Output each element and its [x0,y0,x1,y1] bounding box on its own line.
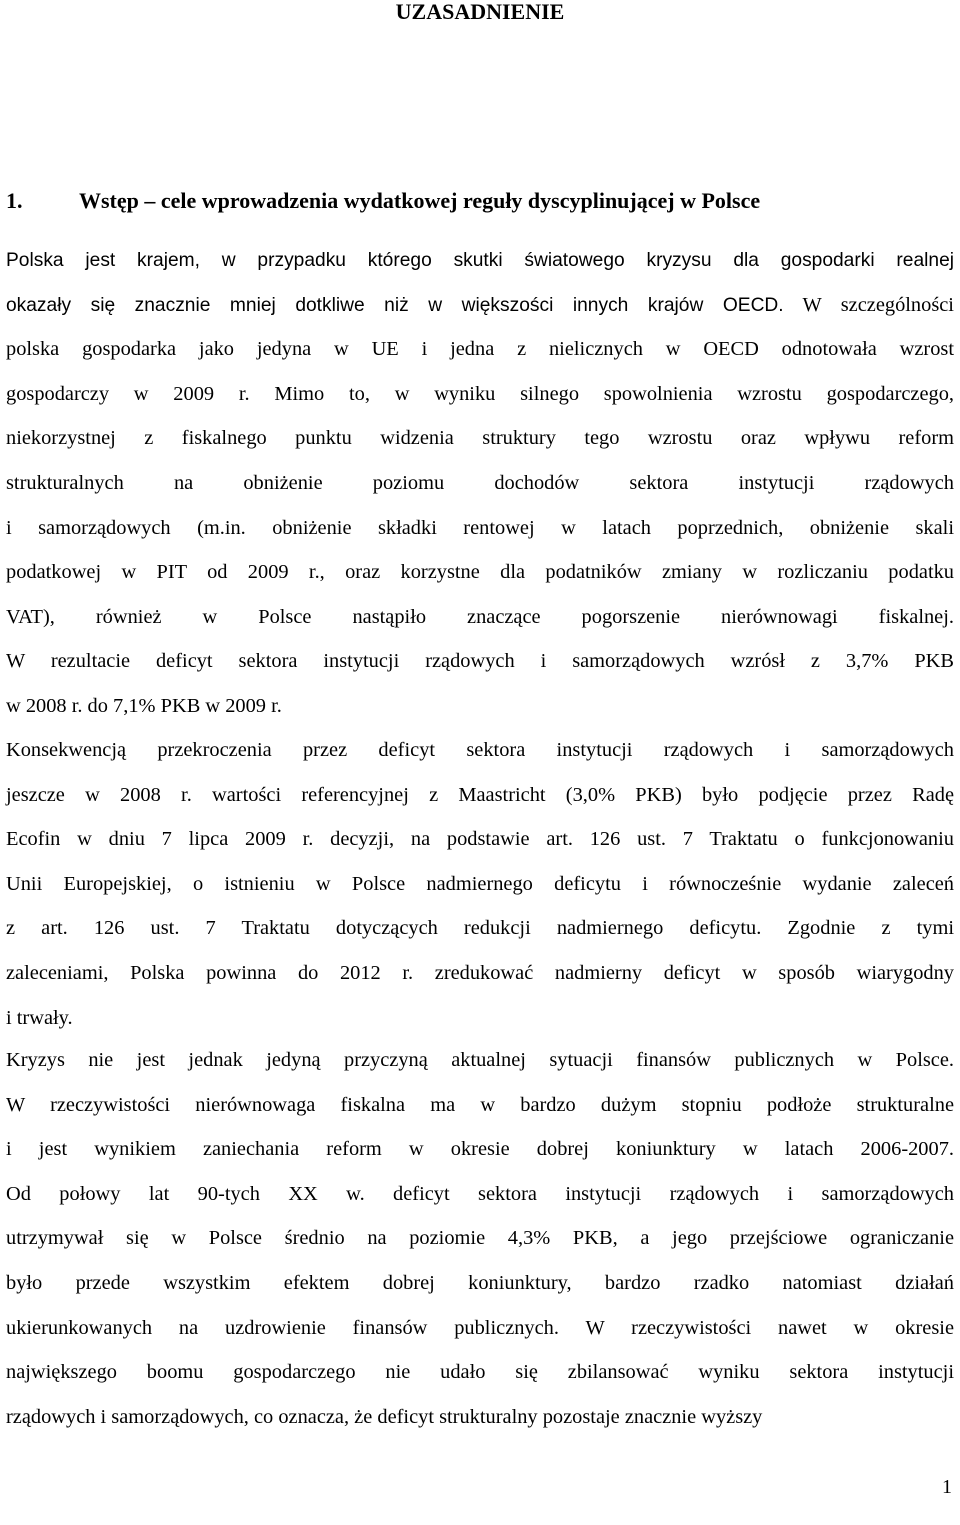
paragraph-line [6,639,954,684]
paragraph-line [6,862,954,907]
line-text: Konsekwencją przekroczenia przez deficyt sektora instytucji rządowych i samorządowych [6,739,954,761]
line-text: i jest wynikiem zaniechania reform w okresie dobrej koniunktury w latach 2006-2007. [6,1138,954,1161]
paragraph-line [6,1350,954,1395]
line-text: okazały się znacznie mniej dotkliwe niż w większości innych krajów OECD. [6,294,784,316]
line-text: zaleceniami, Polska powinna do 2012 r. zredukować nadmierny deficyt w sposób wiarygodny [6,961,954,984]
page-number: 1 [942,1476,952,1498]
section-title: Wstęp – cele wprowadzenia wydatkowej reguły dyscyplinującej w Polsce [79,188,761,213]
paragraph-line [6,1172,954,1217]
line-text: i samorządowych (m.in. obniżenie składki rentowej w latach poprzednich, obniżenie skali [6,516,954,539]
paragraph-line [6,906,954,951]
line-text: Polska jest krajem, w przypadku którego skutki światowego kryzysu dla gospodarki realnej [6,250,954,271]
line-text: największego boomu gospodarczego nie udało się zbilansować wyniku sektora instytucji [6,1361,954,1384]
paragraph-line [6,996,954,1041]
paragraph-line [6,1038,954,1083]
section-number: 1. [6,188,23,213]
line-text: w 2008 r. do 7,1% PKB w 2009 r. [6,694,282,717]
paragraph-line [6,817,954,862]
paragraph-line [6,1395,954,1440]
line-text: Unii Europejskiej, o istnieniu w Polsce nadmiernego deficytu i równocześnie wydanie zaleceń [6,872,954,895]
paragraph-3 [6,1038,954,1439]
line-text: z art. 126 ust. 7 Traktatu dotyczących redukcji nadmiernego deficytu. Zgodnie z tymi [6,917,954,940]
line-text: Ecofin w dniu 7 lipca 2009 r. decyzji, na podstawie art. 126 ust. 7 Traktatu o funkcjonowaniu [6,828,954,851]
paragraph-line [6,773,954,818]
paragraph-line [6,327,954,372]
paragraph-line [6,416,954,461]
paragraph-2 [6,728,954,1040]
paragraph-line [6,1083,954,1128]
paragraph-line [6,238,954,283]
document-title: UZASADNIENIE [395,0,565,24]
line-text: niekorzystnej z fiskalnego punktu widzenia struktury tego wzrostu oraz wpływu reform [6,427,954,450]
line-text: ukierunkowanych na uzdrowienie finansów publicznych. W rzeczywistości nawet w okresie [6,1316,954,1339]
line-text: Kryzys nie jest jednak jedyną przyczyną aktualnej sytuacji finansów publicznych w Polsce. [6,1049,954,1071]
paragraph-line [6,1216,954,1261]
line-text: rządowych i samorządowych, co oznacza, że deficyt strukturalny pozostaje znacznie wyższy [6,1405,763,1428]
paragraph-line [6,1261,954,1306]
line-text: jeszcze w 2008 r. wartości referencyjnej z Maastricht (3,0% PKB) było podjęcie przez Radę [6,783,954,806]
paragraph-line [6,728,954,773]
paragraph-line [6,684,954,729]
line-text: polska gospodarka jako jedyna w UE i jedna z nielicznych w OECD odnotowała wzrost [6,338,954,361]
paragraph-line [6,506,954,551]
paragraph-1 [6,238,954,729]
paragraph-line [6,595,954,640]
line-text: utrzymywał się w Polsce średnio na poziomie 4,3% PKB, a jego przejściowe ograniczanie [6,1227,954,1250]
section-heading [6,186,760,216]
paragraph-line [6,461,954,506]
line-text: W rzeczywistości nierównowaga fiskalna ma w bardzo dużym stopniu podłoże strukturalne [6,1093,954,1116]
line-text: W rezultacie deficyt sektora instytucji rządowych i samorządowych wzrósł z 3,7% PKB [6,650,954,673]
paragraph-line [6,372,954,417]
line-text: VAT), również w Polsce nastąpiło znaczące pogorszenie nierównowagi fiskalnej. [6,605,954,628]
line-text: i trwały. [6,1006,73,1029]
paragraph-line [6,550,954,595]
paragraph-line [6,283,954,328]
line-text: było przede wszystkim efektem dobrej koniunktury, bardzo rzadko natomiast działań [6,1271,954,1294]
paragraph-line [6,1127,954,1172]
paragraph-line [6,951,954,996]
line-text: gospodarczy w 2009 r. Mimo to, w wyniku silnego spowolnienia wzrostu gospodarczego, [6,382,954,405]
paragraph-line [6,1306,954,1351]
line-text: strukturalnych na obniżenie poziomu dochodów sektora instytucji rządowych [6,471,954,494]
line-text: Od połowy lat 90-tych XX w. deficyt sektora instytucji rządowych i samorządowych [6,1182,954,1205]
document-page [6,0,954,1525]
line-text: podatkowej w PIT od 2009 r., oraz korzystne dla podatników zmiany w rozliczaniu podatku [6,561,954,584]
line-tail-text: W szczególności [783,293,954,316]
